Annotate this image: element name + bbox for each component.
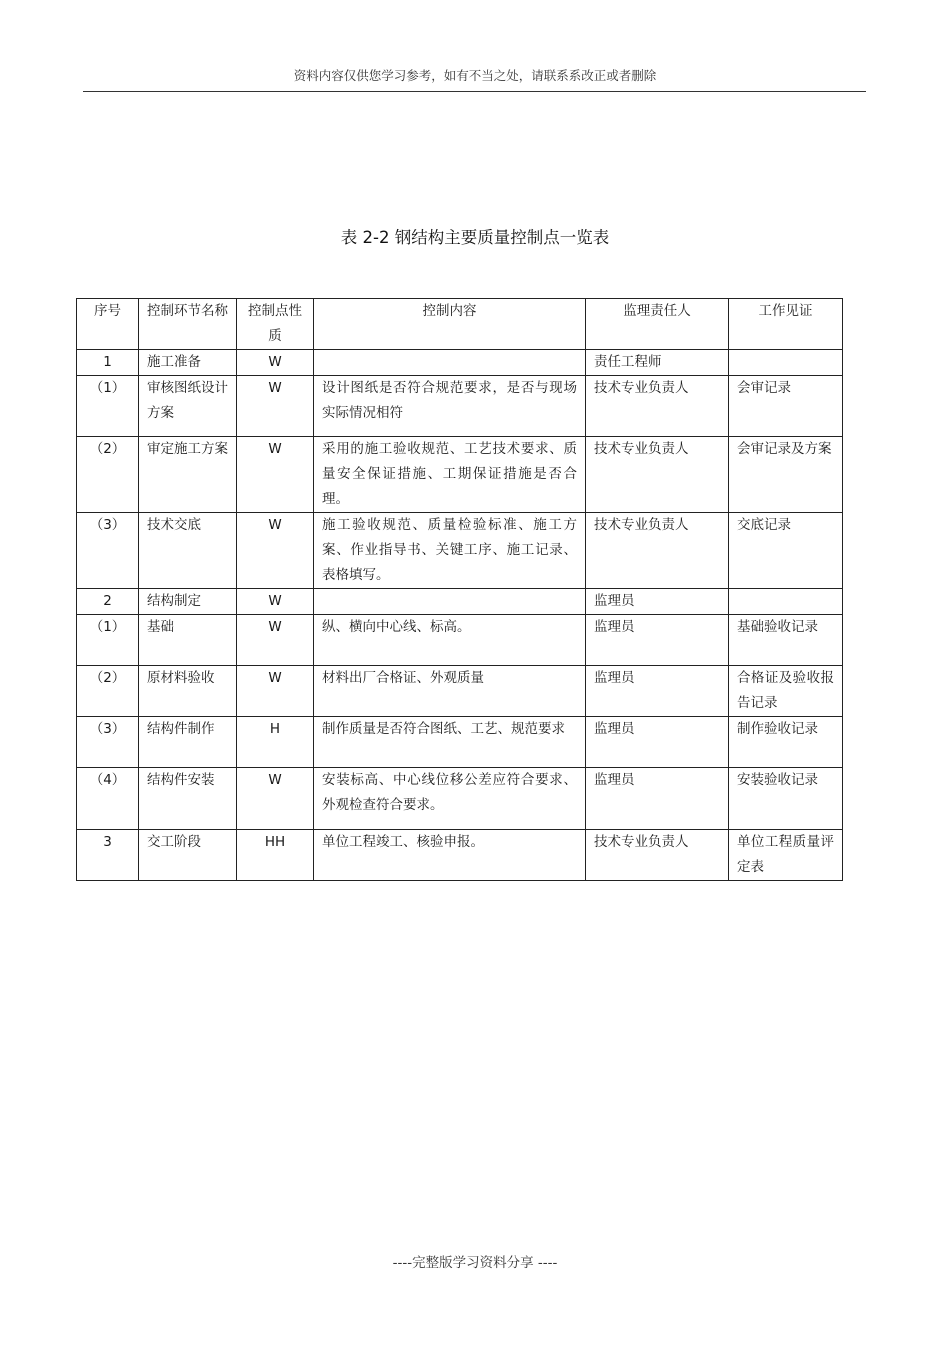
cell-stage: 交工阶段: [139, 830, 237, 881]
cell-responsible: 责任工程师: [586, 350, 729, 376]
cell-index: （4）: [77, 768, 139, 830]
cell-responsible: 技术专业负责人: [586, 830, 729, 881]
cell-evidence: 交底记录: [729, 513, 843, 589]
cell-evidence: [729, 350, 843, 376]
cell-nature: W: [237, 437, 314, 513]
cell-evidence: [729, 589, 843, 615]
cell-stage: 结构件安装: [139, 768, 237, 830]
cell-evidence: 单位工程质量评定表: [729, 830, 843, 881]
cell-stage: 技术交底: [139, 513, 237, 589]
table-row: [77, 513, 843, 589]
cell-nature: W: [237, 513, 314, 589]
cell-nature: W: [237, 666, 314, 717]
cell-index: （1）: [77, 615, 139, 666]
table-row: [77, 768, 843, 830]
cell-nature: W: [237, 376, 314, 437]
cell-evidence: 会审记录: [729, 376, 843, 437]
cell-nature: W: [237, 768, 314, 830]
table-row: [77, 830, 843, 881]
table-title: 表 2-2 钢结构主要质量控制点一览表: [340, 228, 610, 247]
header-rule: [83, 91, 866, 92]
cell-index: （2）: [77, 437, 139, 513]
cell-content: 单位工程竣工、核验申报。: [314, 830, 586, 881]
cell-evidence: 会审记录及方案: [729, 437, 843, 513]
cell-content: 安装标高、中心线位移公差应符合要求、外观检查符合要求。: [314, 768, 586, 830]
cell-content: [314, 589, 586, 615]
footer-note: ----完整版学习资料分享 ----: [392, 1255, 558, 1271]
table-row: [77, 350, 843, 376]
cell-evidence: 基础验收记录: [729, 615, 843, 666]
cell-stage: 基础: [139, 615, 237, 666]
cell-responsible: 监理员: [586, 666, 729, 717]
header-cell-content: 控制内容: [314, 299, 586, 350]
cell-nature: W: [237, 589, 314, 615]
cell-evidence: 制作验收记录: [729, 717, 843, 768]
cell-responsible: 监理员: [586, 589, 729, 615]
cell-content: 纵、横向中心线、标高。: [314, 615, 586, 666]
cell-stage: 结构件制作: [139, 717, 237, 768]
table-header-row: [77, 299, 843, 350]
cell-stage: 结构制定: [139, 589, 237, 615]
cell-content: 设计图纸是否符合规范要求，是否与现场实际情况相符: [314, 376, 586, 437]
table-row: [77, 615, 843, 666]
cell-stage: 施工准备: [139, 350, 237, 376]
table-row: [77, 589, 843, 615]
cell-content: [314, 350, 586, 376]
cell-stage: 审定施工方案: [139, 437, 237, 513]
cell-index: （1）: [77, 376, 139, 437]
quality-control-table: [76, 298, 843, 881]
cell-index: （3）: [77, 513, 139, 589]
header-cell-index: 序号: [77, 299, 139, 350]
cell-responsible: 监理员: [586, 717, 729, 768]
cell-index: 3: [77, 830, 139, 881]
header-cell-stage: 控制环节名称: [139, 299, 237, 350]
header-note: 资料内容仅供您学习参考，如有不当之处，请联系系改正或者删除: [293, 68, 657, 83]
cell-responsible: 技术专业负责人: [586, 376, 729, 437]
cell-responsible: 技术专业负责人: [586, 437, 729, 513]
table-row: [77, 437, 843, 513]
cell-evidence: 安装验收记录: [729, 768, 843, 830]
cell-stage: 原材料验收: [139, 666, 237, 717]
cell-responsible: 技术专业负责人: [586, 513, 729, 589]
cell-responsible: 监理员: [586, 615, 729, 666]
header-cell-evidence: 工作见证: [729, 299, 843, 350]
cell-content: 材料出厂合格证、外观质量: [314, 666, 586, 717]
cell-content: 采用的施工验收规范、工艺技术要求、质量安全保证措施、工期保证措施是否合理。: [314, 437, 586, 513]
table-row: [77, 717, 843, 768]
cell-nature: W: [237, 350, 314, 376]
cell-nature: W: [237, 615, 314, 666]
cell-evidence: 合格证及验收报告记录: [729, 666, 843, 717]
cell-nature: H: [237, 717, 314, 768]
header-cell-responsible: 监理责任人: [586, 299, 729, 350]
cell-index: 1: [77, 350, 139, 376]
header-cell-nature: 控制点性质: [237, 299, 314, 350]
cell-content: 施工验收规范、质量检验标准、施工方案、作业指导书、关键工序、施工记录、表格填写。: [314, 513, 586, 589]
table-row: [77, 376, 843, 437]
cell-stage: 审核图纸设计方案: [139, 376, 237, 437]
cell-responsible: 监理员: [586, 768, 729, 830]
cell-index: （3）: [77, 717, 139, 768]
cell-nature: HH: [237, 830, 314, 881]
cell-content: 制作质量是否符合图纸、工艺、规范要求: [314, 717, 586, 768]
cell-index: 2: [77, 589, 139, 615]
cell-index: （2）: [77, 666, 139, 717]
table-row: [77, 666, 843, 717]
